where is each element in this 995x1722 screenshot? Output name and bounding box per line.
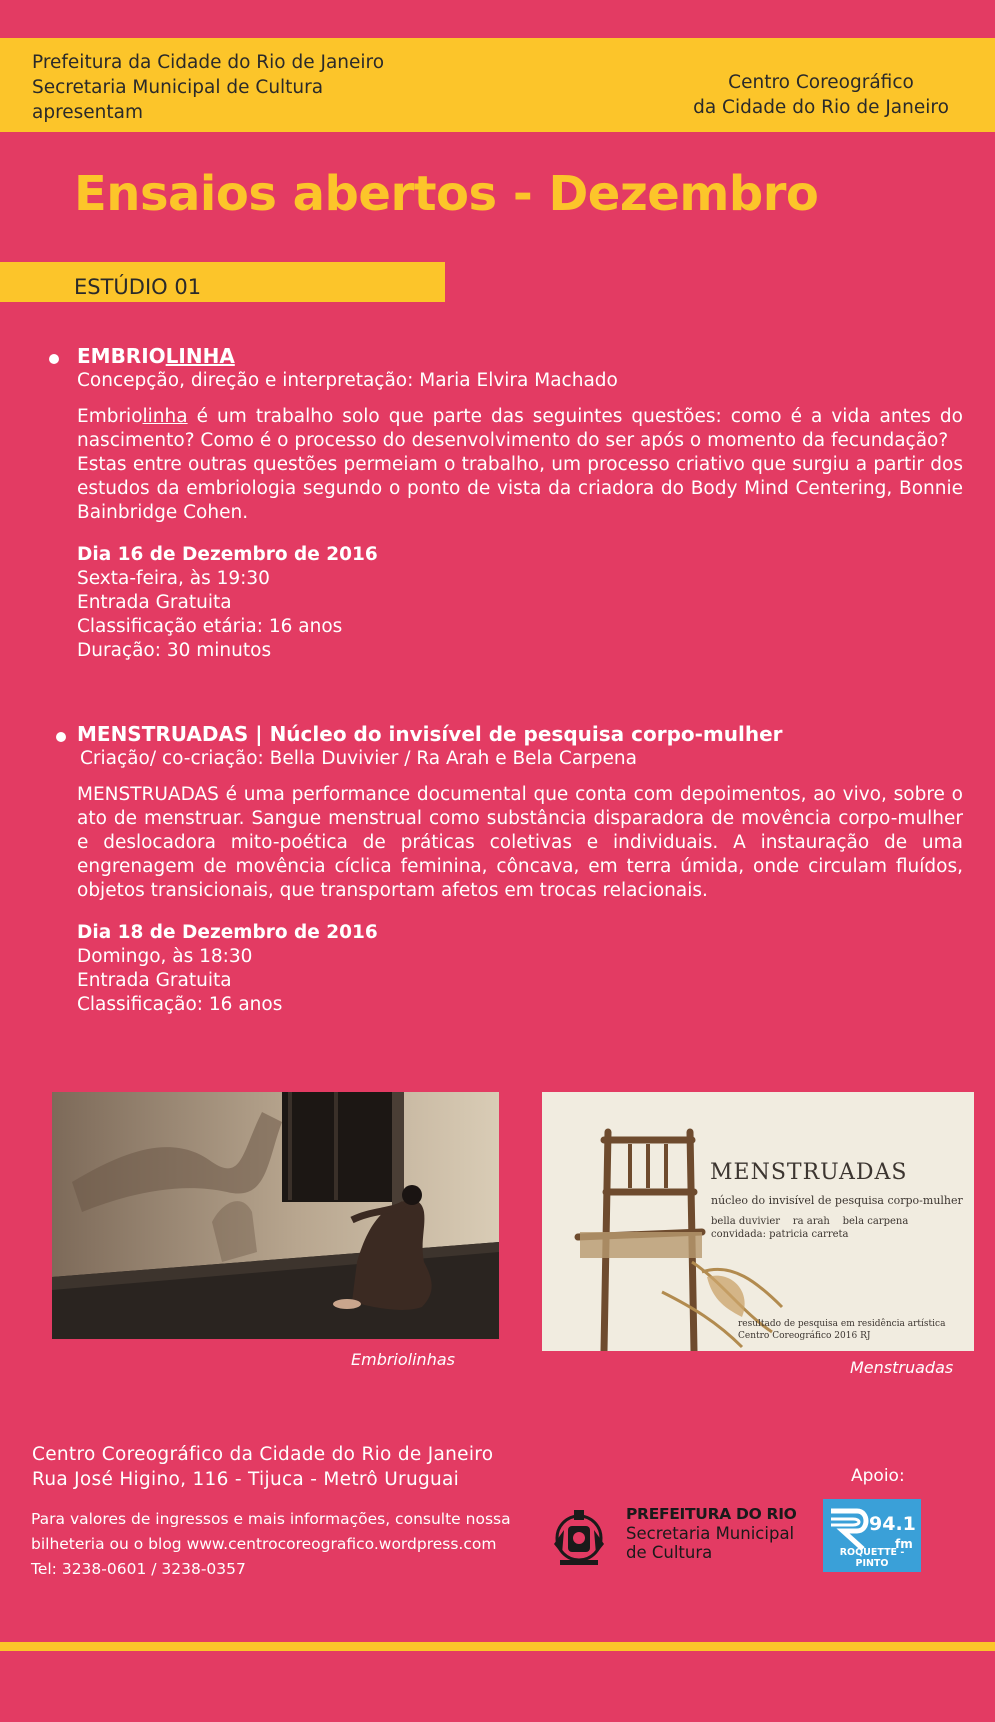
- prefeitura-logo-text: [626, 1504, 797, 1562]
- bullet-icon: [56, 732, 66, 742]
- poster-credits: bella duvivier ra arah bela carpena: [711, 1216, 909, 1227]
- presenter-line: apresentam: [32, 102, 144, 123]
- address-line: Rua José Higino, 116 - Tijuca - Metrô Uruguai: [32, 1469, 460, 1490]
- radio-frequency: 94.1: [869, 1513, 916, 1535]
- description-part: linha: [142, 406, 188, 427]
- contact-line: Tel: 3238-0601 / 3238-0357: [31, 1560, 246, 1578]
- event-info-line: Entrada Gratuita: [77, 592, 232, 613]
- event-info-line: Classificação etária: 16 anos: [77, 616, 343, 637]
- radio-r-icon: [827, 1505, 871, 1553]
- radio-name: ROQUETTE - PINTO: [839, 1547, 905, 1569]
- event-date: Dia 18 de Dezembro de 2016: [77, 922, 378, 943]
- poster-title: MENSTRUADAS: [710, 1160, 908, 1185]
- event-embriolinha: [77, 343, 963, 663]
- poster-guest: convidada: patricia carreta: [711, 1229, 849, 1240]
- studio-label: ESTÚDIO 01: [74, 275, 202, 299]
- bottom-divider: [0, 1642, 995, 1651]
- contact-line: bilheteria ou o blog www.centrocoreografico.wordpress.com: [31, 1535, 497, 1553]
- support-label: Apoio:: [851, 1466, 905, 1486]
- event-info-line: Entrada Gratuita: [77, 970, 232, 991]
- event-description: [77, 405, 963, 453]
- event-date: Dia 16 de Dezembro de 2016: [77, 544, 378, 565]
- event-title: MENSTRUADAS | Núcleo do invisível de pesquisa corpo-mulher: [77, 722, 783, 746]
- event-title-part: EMBRIO: [77, 344, 166, 368]
- address-block: [32, 1442, 493, 1492]
- photo-caption: Menstruadas: [850, 1358, 954, 1377]
- poster-footer: Centro Coreográfico 2016 RJ: [738, 1331, 871, 1341]
- event-info: [77, 921, 963, 1017]
- poster-subtitle: núcleo do invisível de pesquisa corpo-mulher: [711, 1194, 963, 1207]
- presenters: [32, 50, 384, 125]
- event-menstruadas: [77, 721, 963, 1017]
- photo-embriolinhas-image: [52, 1092, 499, 1339]
- event-credits: Criação/ co-criação: Bella Duvivier / Ra Arah e Bela Carpena: [80, 748, 637, 769]
- event-info-line: Sexta-feira, às 19:30: [77, 568, 270, 589]
- photo-caption: Embriolinhas: [351, 1350, 455, 1369]
- event-description-2: Estas entre outras questões permeiam o trabalho, um processo criativo que surgiu a partir dos estudos da embriologia segundo o ponto de vista da criadora do Body Mind Centering, Bonnie Bainbridge Cohen.: [77, 454, 963, 523]
- photo-embriolinhas: [52, 1092, 499, 1339]
- prefeitura-subtitle: de Cultura: [626, 1543, 713, 1562]
- event-info-line: Duração: 30 minutos: [77, 640, 272, 661]
- poster-footer: resultado de pesquisa em residência artística: [738, 1319, 946, 1329]
- description-part: é um trabalho solo que parte das seguintes questões: como é a vida antes do nascimento? Como é o processo do desenvolvimento do ser após o momento da fecundação?: [77, 406, 963, 451]
- page-title: Ensaios abertos - Dezembro: [74, 166, 819, 222]
- bullet-icon: [49, 354, 59, 364]
- venue-line: Centro Coreográfico: [728, 72, 914, 93]
- event-title: [77, 343, 963, 369]
- photo-menstruadas: [542, 1092, 974, 1351]
- contact-block: [31, 1507, 511, 1582]
- contact-line: Para valores de ingressos e mais informações, consulte nossa: [31, 1510, 511, 1528]
- event-description: MENSTRUADAS é uma performance documental que conta com depoimentos, ao vivo, sobre o ato de menstruar. Sangue menstrual como substância disparadora de movência corpo-mulher e deslocadora mito-poética de práticas coletivas e individuais. A instauração de uma engrenagem de movência cíclica feminina, côncava, em terra úmida, onde circulam fluídos, objetos transicionais, que transportam afetos em trocas relacionais.: [77, 784, 963, 901]
- presenter-line: Secretaria Municipal de Cultura: [32, 77, 324, 98]
- event-info-line: Domingo, às 18:30: [77, 946, 253, 967]
- event-info: [77, 543, 963, 663]
- event-title-part: LINHA: [165, 344, 235, 368]
- venue-name: [661, 70, 981, 120]
- venue-line: da Cidade do Rio de Janeiro: [693, 97, 949, 118]
- description-part: Embrio: [77, 406, 143, 427]
- event-info-line: Classificação: 16 anos: [77, 994, 283, 1015]
- prefeitura-subtitle: Secretaria Municipal: [626, 1524, 795, 1543]
- address-line: Centro Coreográfico da Cidade do Rio de Janeiro: [32, 1444, 494, 1465]
- radio-band: fm: [895, 1537, 913, 1551]
- rio-coat-of-arms-icon: [546, 1504, 612, 1570]
- presenter-line: Prefeitura da Cidade do Rio de Janeiro: [32, 52, 385, 73]
- studio-band: [0, 262, 445, 302]
- radio-logo: [823, 1499, 921, 1572]
- prefeitura-title: PREFEITURA DO RIO: [626, 1505, 797, 1523]
- event-credits: Concepção, direção e interpretação: Maria Elvira Machado: [77, 370, 618, 391]
